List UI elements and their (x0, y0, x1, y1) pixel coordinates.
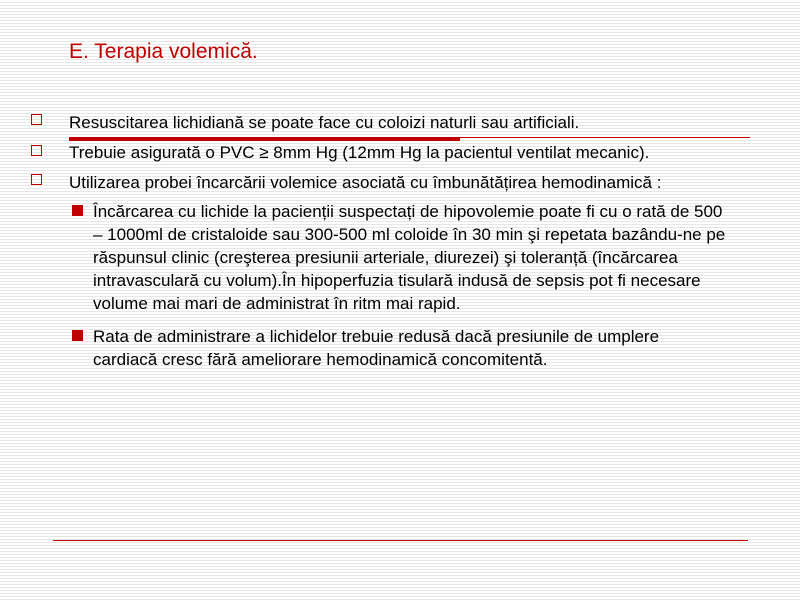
hollow-square-icon (31, 174, 42, 185)
title-rule-thin (460, 137, 750, 138)
sub-bullet-line: Încărcarea cu lichide la pacienții suspectați de hipovolemie poate fi cu o rată de 500 (93, 202, 723, 221)
hollow-square-icon (31, 145, 42, 156)
filled-square-icon (72, 205, 83, 216)
sub-bullet-item (93, 325, 783, 371)
sub-bullet-line: volume mai mari de administrat în ritm mai rapid. (93, 294, 461, 313)
sub-bullet-line: – 1000ml de cristaloide sau 300-500 ml coloide în 30 min şi repetata bazându-ne pe (93, 225, 726, 244)
filled-square-icon (72, 330, 83, 341)
sub-bullet-line: cardiacă cresc fără ameliorare hemodinamică concomitentă. (93, 350, 548, 369)
sub-bullet-line: intravasculară cu volum).În hipoperfuzia tisulară indusă de sepsis pot fi necesare (93, 271, 701, 290)
bottom-rule (53, 540, 748, 541)
slide-title: E. Terapia volemică. (69, 40, 258, 63)
title-rule-thick (69, 137, 460, 141)
sub-bullet-item (93, 200, 783, 315)
hollow-square-icon (31, 114, 42, 125)
bullet-item: Trebuie asigurată o PVC ≥ 8mm Hg (12mm Hg la pacientul ventilat mecanic). (69, 143, 650, 162)
bullet-item: Utilizarea probei încarcării volemice asociată cu îmbunătățirea hemodinamică : (69, 173, 662, 192)
sub-bullet-line: răspunsul clinic (creşterea presiunii arteriale, diurezei) şi toleranță (încărcarea (93, 248, 678, 267)
bullet-item: Resuscitarea lichidiană se poate face cu coloizi naturli sau artificiali. (69, 113, 580, 132)
sub-bullet-line: Rata de administrare a lichidelor trebuie redusă dacă presiunile de umplere (93, 327, 660, 346)
